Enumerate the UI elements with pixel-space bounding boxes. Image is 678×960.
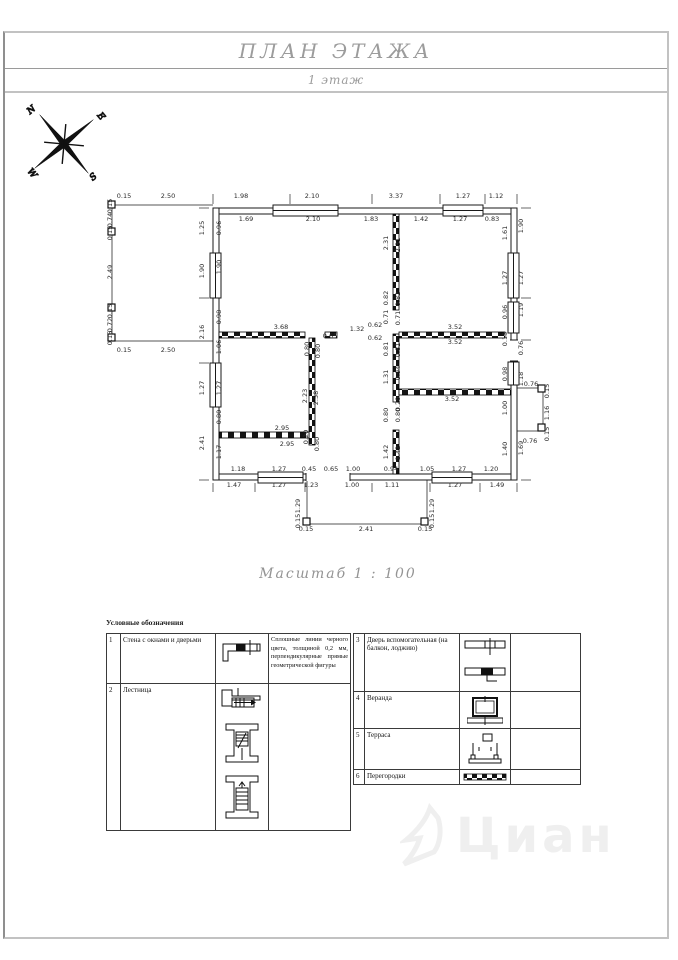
- windows: [210, 205, 519, 483]
- dimension-labels: [106, 192, 551, 533]
- legend-row-label: Перегородки: [365, 770, 460, 784]
- dimension-label: 1.23: [303, 481, 319, 489]
- dimension-label: 1.42: [394, 445, 402, 461]
- legend-table-left: [106, 633, 351, 831]
- legend-row-number: 6: [354, 770, 365, 784]
- dimension-label: 0.81: [382, 341, 390, 357]
- dimension-label: 1.27: [451, 465, 467, 473]
- dimension-label: 2.31: [382, 235, 390, 251]
- legend-row-number: 4: [354, 692, 365, 729]
- dimension-label: 1.17: [215, 444, 223, 460]
- partition-symbol: [460, 770, 511, 784]
- dimension-label: 0.15: [106, 303, 114, 319]
- dimension-label: 3.52: [447, 338, 463, 346]
- dimension-label: 0.82: [394, 291, 402, 307]
- dimension-label: 1.98: [233, 192, 249, 200]
- dimension-label: 0.80: [382, 407, 390, 423]
- dimension-label: 0.80: [313, 436, 321, 452]
- dimension-label: 2.10: [305, 215, 321, 223]
- dimension-label: 1.27: [271, 465, 287, 473]
- dimension-label: 2.50: [160, 192, 176, 200]
- dimension-label: 1.61: [501, 225, 509, 241]
- watermark-text: Циан: [456, 808, 616, 864]
- dimension-label: 1.25: [198, 220, 206, 236]
- dimension-label: 1.11: [384, 481, 400, 489]
- legend-empty-cell: [511, 692, 580, 729]
- interior-partitions: [219, 214, 511, 474]
- veranda-symbol: [460, 692, 511, 729]
- dimension-label: 1.69: [238, 215, 254, 223]
- compass-n-label: N: [25, 104, 38, 117]
- dimension-label: 0.15: [116, 346, 132, 354]
- legend-row-number: 3: [354, 634, 365, 692]
- dimension-label: 1.20: [483, 465, 499, 473]
- dimension-label: 0.81: [394, 342, 402, 358]
- dimension-label: 0.76: [517, 340, 525, 356]
- dimension-label: 1.00: [501, 400, 509, 416]
- dimension-label: 0.15: [417, 525, 433, 533]
- legend-table-right: [353, 633, 581, 785]
- dimension-label: 0.15: [116, 192, 132, 200]
- dimension-label: 1.40: [501, 441, 509, 457]
- dimension-label: 0.13: [501, 331, 509, 347]
- dimension-label: 0.76: [523, 380, 539, 388]
- dimension-label: 1.31: [382, 369, 390, 385]
- dimension-label: 1.27: [447, 481, 463, 489]
- dimension-label: 1.18: [517, 371, 525, 387]
- dimension-label: 2.58: [312, 390, 320, 406]
- wall-window-symbol: [216, 634, 269, 684]
- dimension-label: 1.27: [198, 380, 206, 396]
- dimension-label: 0.15: [543, 383, 551, 399]
- dimension-label: 0.15: [428, 513, 436, 529]
- dimension-label: 1.42: [413, 215, 429, 223]
- dimension-label: 0.74: [106, 212, 114, 228]
- dimension-label: 1.49: [489, 481, 505, 489]
- dimension-label: 1.06: [215, 339, 223, 355]
- dimension-label: 0.65: [323, 465, 339, 473]
- legend-row-label: Терраса: [365, 729, 460, 770]
- dimension-label: 1.42: [382, 444, 390, 460]
- dimension-label: 0.80: [303, 341, 311, 357]
- dimension-label: 0.98: [501, 366, 509, 382]
- legend-row-description: Сплошные линии черного цвета, толщиной 0,2 мм, перпендикулярные прямые геометрической фигуры: [269, 634, 350, 684]
- dimension-label: 0.94: [394, 365, 402, 381]
- dimension-label: 1.19: [517, 302, 525, 318]
- dimension-label: 1.83: [363, 215, 379, 223]
- dimension-label: 0.62: [367, 334, 383, 342]
- dimension-label: 0.15: [298, 525, 314, 533]
- dimension-label: 0.96: [215, 220, 223, 236]
- dimension-label: 0.65: [322, 332, 338, 340]
- dimension-label: 0.15: [543, 426, 551, 442]
- dimension-label: 1.90: [198, 263, 206, 279]
- dimension-label: 1.27: [271, 481, 287, 489]
- dimension-label: 2.31: [394, 237, 402, 253]
- legend-empty-cell: [511, 729, 580, 770]
- dimension-label: 2.50: [160, 346, 176, 354]
- dimension-label: 2.23: [301, 388, 309, 404]
- floor-label: 1 этаж: [307, 73, 365, 87]
- dimension-label: 0.83: [484, 215, 500, 223]
- dimension-label: 0.15: [294, 513, 302, 529]
- legend-row-label: Веранда: [365, 692, 460, 729]
- dimension-label: 0.20: [394, 396, 402, 412]
- dimension-ticks: [199, 194, 531, 492]
- dimension-label: 1.27: [517, 270, 525, 286]
- stairs-symbol: [216, 684, 269, 830]
- dimension-label: 0.76: [522, 437, 538, 445]
- dimension-label: 2.95: [274, 424, 290, 432]
- dimension-label: 0.94: [383, 465, 399, 473]
- compass-w-label: W: [24, 166, 39, 181]
- dimension-label: 1.12: [488, 192, 504, 200]
- dimension-label: 1.00: [345, 465, 361, 473]
- dimension-label: 1.00: [344, 481, 360, 489]
- dimension-label: 1.05: [419, 465, 435, 473]
- dimension-label: 0.80: [215, 409, 223, 425]
- dimension-label: 0.98: [215, 309, 223, 325]
- dimension-label: 0.96: [501, 304, 509, 320]
- dimension-label: 1.27: [455, 192, 471, 200]
- dimension-label: 2.41: [198, 435, 206, 451]
- dimension-label: 1.90: [517, 218, 525, 234]
- dimension-label: 1.16: [543, 405, 551, 421]
- dimension-label: 1.18: [230, 465, 246, 473]
- exterior-walls: [213, 208, 517, 480]
- dimension-label: 0.82: [382, 290, 390, 306]
- dimension-label: 1.27: [501, 270, 509, 286]
- legend-title: Условные обозначения: [106, 618, 184, 627]
- legend-row-number: 2: [107, 684, 121, 830]
- dimension-label: 1.90: [215, 259, 223, 275]
- dimension-label: 1.29: [294, 498, 302, 514]
- dimension-label: 0.15: [106, 330, 114, 346]
- dimension-label: 0.45: [301, 465, 317, 473]
- dimension-label: 0.71: [394, 310, 402, 326]
- dimension-label: 2.16: [198, 324, 206, 340]
- dimension-label: 0.20: [302, 429, 310, 445]
- dimension-label: 3.52: [447, 323, 463, 331]
- legend-empty-cell: [511, 770, 580, 784]
- legend-empty-cell: [511, 634, 580, 692]
- compass-s-label: S: [88, 171, 100, 184]
- dimension-label: 2.95: [279, 440, 295, 448]
- dimension-label: 0.71: [382, 309, 390, 325]
- compass-e-label: E: [94, 110, 107, 123]
- bottom-porch: [303, 480, 428, 525]
- page-title: ПЛАН ЭТАЖА: [238, 38, 434, 63]
- dimension-label: 1.32: [349, 325, 365, 333]
- dimension-label: 0.62: [367, 321, 383, 329]
- dimension-label: 2.10: [304, 192, 320, 200]
- dimension-label: 2.49: [106, 264, 114, 280]
- dimension-label: 3.37: [388, 192, 404, 200]
- dimension-label: 0.15: [106, 198, 114, 214]
- window: [210, 253, 221, 298]
- dimension-label: 1.27: [215, 380, 223, 396]
- dimension-label: 0.80: [394, 407, 402, 423]
- legend-row-label: Лестница: [121, 684, 216, 830]
- dimension-label: 0.15: [106, 225, 114, 241]
- right-porch: [517, 385, 545, 431]
- compass-rose: [25, 103, 107, 183]
- dimension-label: 1.47: [226, 481, 242, 489]
- dimension-label: 3.52: [444, 395, 460, 403]
- dimension-label: 1.27: [452, 215, 468, 223]
- dimension-label: 1.29: [428, 498, 436, 514]
- balcony-door-symbol: [460, 634, 511, 692]
- dimension-label: 1.69: [517, 440, 525, 456]
- legend-row-number: 5: [354, 729, 365, 770]
- door-openings: [306, 340, 518, 481]
- dimension-label: 2.41: [358, 525, 374, 533]
- scale-label: Масштаб 1 : 100: [259, 566, 417, 582]
- legend-row-label: Дверь вспомогательная (на балкон, лоджию): [365, 634, 460, 692]
- terrace-symbol: [460, 729, 511, 770]
- dimension-label: 0.72: [106, 317, 114, 333]
- legend-row-number: 1: [107, 634, 121, 684]
- dimension-label: 3.68: [273, 323, 289, 331]
- legend-row-label: Стена с окнами и дверьми: [121, 634, 216, 684]
- dimension-label: 0.80: [314, 343, 322, 359]
